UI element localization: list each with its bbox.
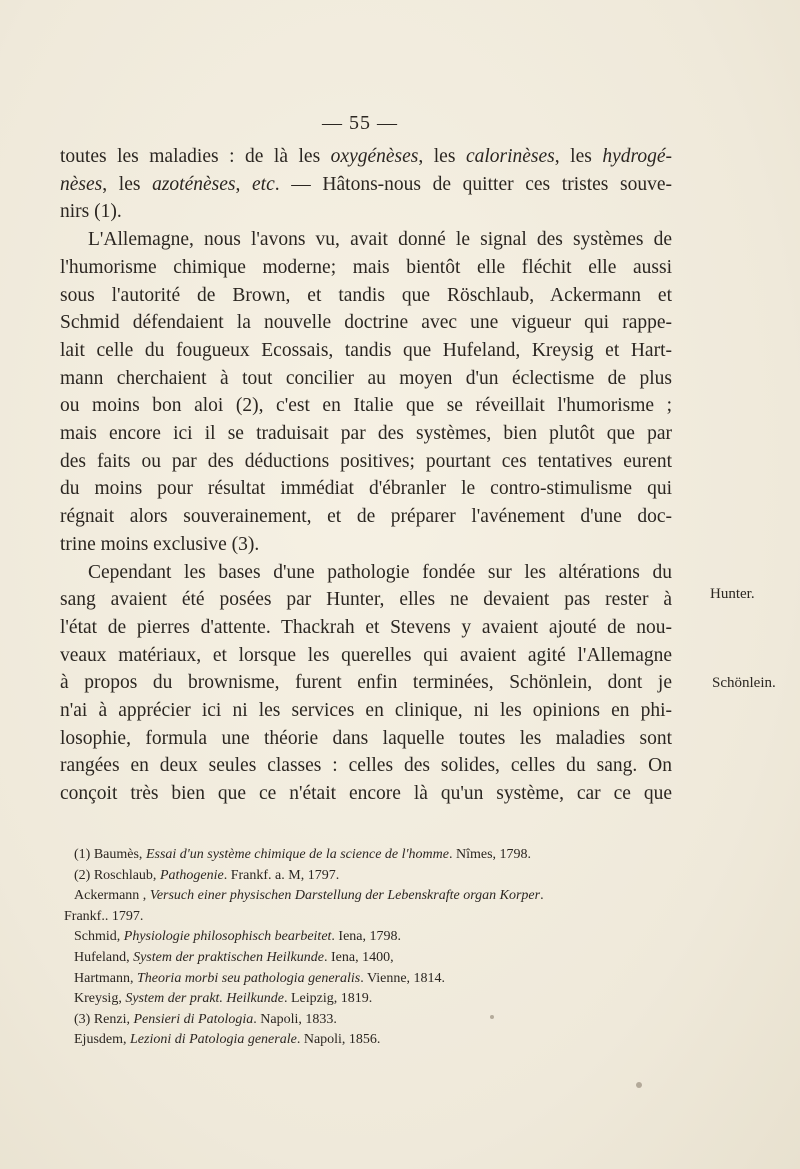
text-run: sang avaient été posées par Hunter, elles ne devaient pas rester à: [60, 589, 672, 611]
italic-text: Pathogenie: [159, 867, 224, 883]
footnote-line: [64, 927, 684, 948]
text-run: , les: [554, 146, 603, 167]
text-line: [60, 669, 672, 697]
italic-text: Essai d'un système chimique de la science de l'homme: [145, 847, 449, 862]
text-run: Cependant les bases d'une pathologie fondée sur les altérations du: [88, 561, 672, 583]
footnote-line: [64, 989, 684, 1010]
text-line: [60, 559, 672, 587]
margin-note-hunter: Hunter.: [710, 586, 755, 602]
text-run: ou moins bon aloi (2), c'est en Italie que se réveillait l'humorisme ;: [60, 395, 672, 417]
text-run: à propos du brownisme, furent enfin terminées, Schönlein, dont je: [60, 672, 672, 694]
footnote-line: [64, 886, 684, 907]
italic-text: hydrogé-: [602, 146, 672, 167]
text-run: régnait alors souverainement, et de préparer l'avénement d'une doc-: [60, 506, 672, 528]
footnote-line: [64, 969, 684, 990]
italic-text: oxygénèses: [330, 146, 419, 167]
text-run: trine moins exclusive (3).: [60, 533, 260, 555]
footnote-line: [64, 948, 684, 969]
text-line: [60, 448, 672, 476]
text-run: . Napoli, 1833.: [253, 1011, 337, 1027]
text-run: Hartmann,: [74, 970, 137, 986]
text-line: [60, 392, 672, 420]
text-line: [60, 254, 672, 282]
italic-text: nèses: [60, 173, 103, 195]
italic-text: System der praktischen Heilkunde: [133, 949, 324, 965]
text-run: mann cherchaient à tout concilier au moyen d'un éclectisme de plus: [60, 367, 672, 389]
text-run: . Napoli, 1856.: [296, 1032, 381, 1048]
footnote-line: [64, 866, 684, 887]
text-run: , les: [418, 146, 466, 167]
text-run: . Frankf. a. M, 1797.: [223, 867, 340, 883]
text-line: [60, 725, 672, 753]
text-run: . — Hâtons-nous de quitter ces tristes souve-: [274, 173, 672, 195]
text-line: [60, 420, 672, 448]
italic-text: System der prakt. Heilkunde: [125, 991, 284, 1007]
italic-text: Physiologie philosophisch bearbeitet: [123, 929, 332, 945]
text-line: [60, 752, 672, 780]
text-run: n'ai à apprécier ici ni les services en clinique, ni les opinions en phi-: [60, 700, 672, 722]
text-run: (1) Baumès,: [74, 847, 146, 862]
text-run: veaux matériaux, et lorsque les querelles qui avaient agité l'Allemagne: [60, 644, 672, 666]
text-line: [60, 337, 672, 365]
text-run: Ejusdem,: [74, 1032, 130, 1048]
text-run: . Iena, 1400,: [323, 949, 394, 965]
text-run: sous l'autorité de Brown, et tandis que Röschlaub, Ackermann et: [60, 284, 672, 306]
text-run: mais encore ici il se traduisait par des systèmes, bien plutôt que par: [60, 423, 672, 445]
text-run: des faits ou par des déductions positives; pourtant ces tentatives eurent: [60, 450, 672, 472]
text-run: l'état de pierres d'attente. Thackrah et Stevens y avaient ajouté de nou-: [60, 616, 672, 638]
text-line: [60, 198, 672, 226]
text-run: Kreysig,: [74, 991, 126, 1007]
italic-text: Versuch einer physischen Darstellung der Lebenskrafte organ Korper: [149, 888, 541, 904]
text-run: ,: [235, 173, 253, 195]
text-line: [60, 226, 672, 254]
text-run: . Iena, 1798.: [331, 929, 402, 945]
text-run: toutes les maladies : de là les: [60, 146, 331, 167]
text-run: Hufeland,: [74, 949, 134, 965]
text-line: [60, 642, 672, 670]
text-line: [60, 309, 672, 337]
text-line: [60, 503, 672, 531]
footnote-line: [64, 1010, 684, 1031]
italic-text: Pensieri di Patologia: [133, 1011, 254, 1027]
text-run: Schmid défendaient la nouvelle doctrine avec une vigueur qui rappe-: [60, 312, 672, 334]
footnote-line: [64, 1030, 684, 1051]
text-run: , les: [102, 173, 153, 195]
text-line: [60, 282, 672, 310]
text-run: du moins pour résultat immédiat d'ébranler le contro-stimulisme qui: [60, 478, 672, 500]
text-line: [60, 614, 672, 642]
text-run: L'Allemagne, nous l'avons vu, avait donné le signal des systèmes de: [88, 229, 672, 251]
text-run: (2) Roschlaub,: [74, 867, 160, 883]
italic-text: Lezioni di Patologia generale: [130, 1032, 297, 1048]
text-line: [60, 780, 672, 808]
text-line: [60, 697, 672, 725]
text-line: [60, 586, 672, 614]
italic-text: Theoria morbi seu pathologia generalis: [136, 970, 361, 986]
paper-speck: [490, 1015, 494, 1019]
italic-text: etc: [252, 173, 275, 195]
page-number: — 55 —: [322, 112, 398, 134]
text-line: [60, 171, 672, 199]
main-text: [60, 143, 672, 808]
text-run: . Nîmes, 1798.: [448, 847, 532, 862]
footnotes: [64, 845, 684, 1051]
italic-text: azoténèses: [152, 173, 236, 195]
text-run: Frankf.. 1797.: [64, 908, 144, 924]
footnote-line: [64, 907, 684, 928]
text-line: [60, 531, 672, 559]
text-run: losophie, formula une théorie dans laquelle toutes les maladies sont: [60, 727, 672, 749]
italic-text: calorinèses: [465, 146, 555, 167]
text-run: lait celle du fougueux Ecossais, tandis que Hufeland, Kreysig et Hart-: [60, 339, 672, 361]
footnote-line: [64, 845, 684, 866]
text-line: [60, 475, 672, 503]
margin-note-schonlein: Schönlein.: [712, 675, 776, 691]
text-run: Ackermann ,: [74, 888, 150, 904]
text-run: . Leipzig, 1819.: [283, 991, 373, 1007]
text-run: l'humorisme chimique moderne; mais bientôt elle fléchit elle aussi: [60, 256, 672, 278]
text-line: [60, 365, 672, 393]
text-run: (3) Renzi,: [74, 1011, 134, 1027]
text-run: rangées en deux seules classes : celles des solides, celles du sang. On: [60, 755, 672, 777]
text-run: .: [540, 888, 544, 904]
text-run: nirs (1).: [60, 201, 122, 223]
text-run: Schmid,: [74, 929, 124, 945]
text-line: [60, 143, 672, 171]
text-run: conçoit très bien que ce n'était encore là qu'un système, car ce que: [60, 783, 672, 805]
paper-speck: [636, 1082, 642, 1088]
text-run: . Vienne, 1814.: [360, 970, 446, 986]
